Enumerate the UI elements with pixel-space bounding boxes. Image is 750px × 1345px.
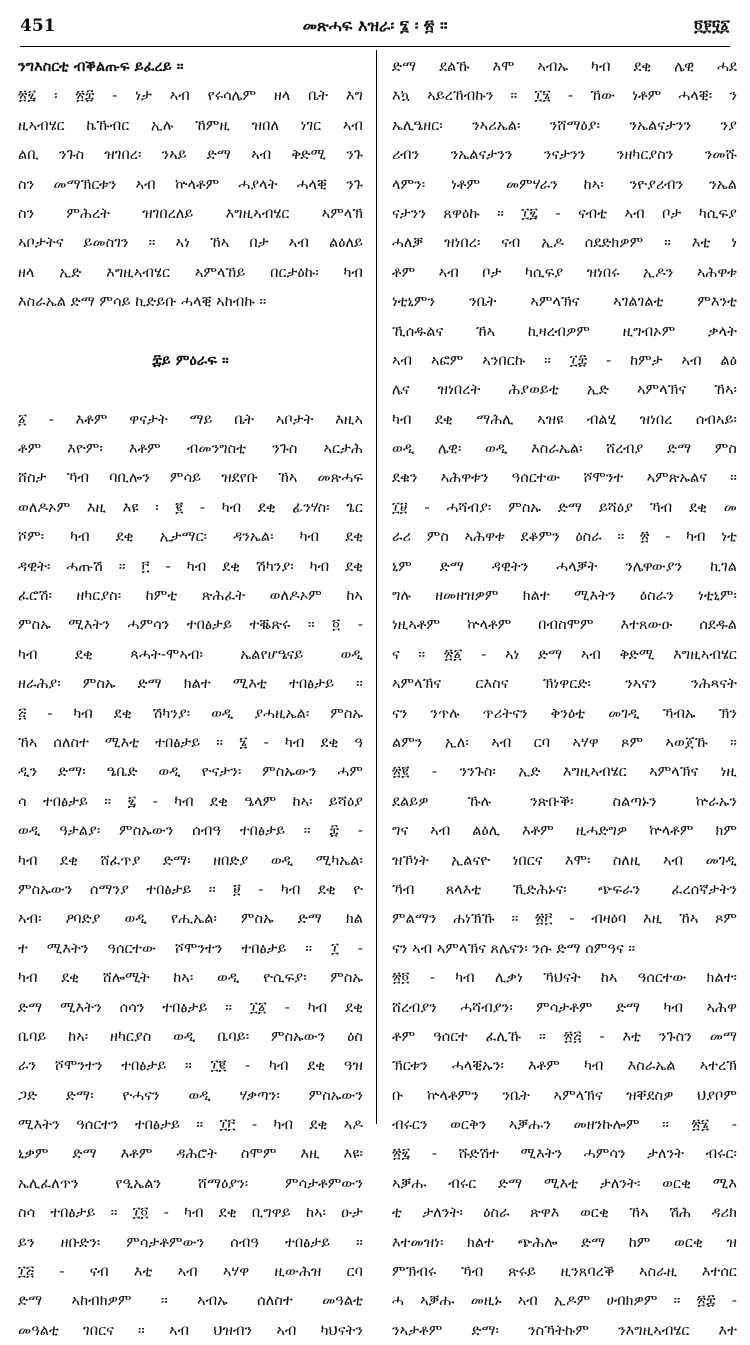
text-line: ፳፯ ፡ ፳፰ - ነታ ኣብ የሩሳሌም ዘላ ቤት እግ <box>18 87 363 105</box>
text-line: ዘላ ኢድ እግዚኣብሄር ኣምላኸይ በርታዕኩ፡ ካብ <box>18 263 363 281</box>
text-line: ፭ - ካብ ደቂ ሽካንያ፡ ወዲ ያሓዚኤል፡ ምስኡ <box>18 704 363 722</box>
text-line: ወዲ ዓታልያ፡ ምስኡውን ሰብዓ ተበፅታይ ። ፰ - <box>18 822 363 840</box>
text-line: ወለዶኦም እዚ እዩ ፡ ፪ - ካብ ደቂ ፊንሃስ፡ ጌር <box>18 498 363 516</box>
text-line: ነቲኒምን ንቤት ኣምላኽና ኣገልገልቲ ምእንቲ <box>392 293 737 311</box>
text-line: ካብ ደቂ ሸሎሚት ከኣ፡ ወዲ ዮሲፍያ፡ ምስኡ <box>18 969 363 987</box>
running-title: መጽሓፍ እዝራ፡ ፮ ፡ ፳ ። <box>302 16 448 35</box>
text-line: ናን ንጥሉ ጥሪትናን ቅንዕቲ መገዲ ኻብኡ ኽን <box>392 704 737 722</box>
text-line: ቶም እዮም፡ እቶም ብመንግስቲ ንጉስ ኣርታሕ <box>18 440 363 458</box>
text-line: ሓ ኣቓሑ መዚኑ ኣብ ኢዶም ሀብክዎም ። ፳፰ - <box>392 1292 737 1310</box>
text-line: ላምን፡ ነቶም መምሃራን ከኣ፡ ንዮያሪብን ንኤል <box>392 175 737 193</box>
text-line: ጋድ ድማ፡ ዮሓናን ወዲ ሃቃጣን፡ ምስኡውን <box>18 1086 363 1104</box>
text-line: ልምን ኢለ፡ ኣብ ርባ ኣሃዋ ጾም ኣወጀኹ ። <box>392 733 737 751</box>
text-line: ኺሰዱልና ኸኣ ኪዛረብዎም ዚግብኦም ቃላት <box>392 322 737 340</box>
text-line: ኣምላኽና ርእስና ኽነዋርድ፡ ንኣናን ንሕጻናት <box>392 675 737 693</box>
text-line: ሪብን ንኤልናታንን ንናታንን ንዘካርያስን ንመሹ <box>392 146 737 164</box>
text-line: ፲፭ - ናብ እቲ ኣብ ኣሃዋ ዚውሕዝ ርባ <box>18 1263 363 1281</box>
text-line: ኣቦታትና ይመስገን ። ኣነ ኸኣ በታ ኣብ ልዕለይ <box>18 234 363 252</box>
text-line: ኣብ ኣፎም ኣንበርኩ ። ፲፰ - ከምታ ኣብ ልዕ <box>392 351 737 369</box>
text-line: ድማ ኣከብክዎም ። ኣብኡ ሰለስተ መዓልቲ <box>18 1292 363 1310</box>
section-heading: ንግእስርቲ ብቕልጡፍ ይፈረይ ። <box>18 58 184 75</box>
text-line: ሸስታ ኻብ ባቢሎን ምሳይ ዝደየቡ ኸኣ መጽሓፍ <box>18 469 363 487</box>
text-line: ዘራሕያ፡ ምስኡ ድማ ክልተ ሚእቲ ተበፅታይ ። <box>18 675 363 693</box>
text-line: ወዲ ሌዊ፡ ወዲ እስራኤል፡ ሸረብያ ድማ ምስ <box>392 440 737 458</box>
text-line: ምስኡውን ሰማንያ ተበፅታይ ። ፱ - ካብ ደቂ ዮ <box>18 880 363 898</box>
running-head-right: ፬፻፶፩ <box>694 16 730 35</box>
text-line: ና ። ፳፩ - ኣነ ድማ ኣብ ቅድሚ እግዚኣብሄር <box>392 645 737 663</box>
left-column <box>18 52 363 1345</box>
text-line: ዲን ድማ፡ ዔቤድ ወዲ ዮናታን፡ ምስኡውን ሓም <box>18 763 363 781</box>
text-line: ካብ ደቂ ማሕሊ ኣዝዩ ብልሂ ዝነበረ ሰብኣይ፡ <box>392 410 737 428</box>
text-line: ፲፱ - ሓሻብያ፡ ምስኡ ድማ ይሻዕያ ኻብ ደቂ መ <box>392 498 737 516</box>
text-line: ናታንን ጸዋዕኩ ። ፲፯ - ናብቲ ኣብ ቦታ ካሲፍያ <box>392 204 737 222</box>
text-line: ግና ኣብ ልዕሊ እቶም ዚሓድግዎ ኵላቶም ክም <box>392 822 737 840</box>
text-line: ሚእትን ዓሰርተን ተበፅታይ ። ፲፫ - ካብ ደቂ ኣዶ <box>18 1116 363 1134</box>
paragraph-spacer <box>18 375 363 404</box>
text-line: ፳፪ - ንንጉስ፡ ኢድ እግዚኣብሄር ኣምላኽና ነዚ <box>392 763 737 781</box>
text-line: ካብ ደቂ ሸፈጥያ ድማ፡ ዘበድያ ወዲ ሚካኤል፡ <box>18 851 363 869</box>
text-line: ዚኣብሄር ኬኹብር ኢሉ ኸምዚ ዝበለ ነገር ኣብ <box>18 116 363 134</box>
text-line: መዓልቲ ገበርና ። ኣብ ህዝብን ኣብ ካህናትን <box>18 1321 363 1339</box>
text-line: ምስኡ ሚእትን ሓምሳን ተበፅታይ ተቘጽሩ ። ፬ - <box>18 616 363 634</box>
text-line: ኻብ ጸላእቲ ኺድሕኑና፡ ጭፍራን ፈረሰኛታትን <box>392 880 737 898</box>
text-line: ዳዊት፡ ሓጡሽ ። ፫ - ካብ ደቂ ሽካንያ፡ ካብ ደቂ <box>18 557 363 575</box>
text-line: ሓለቓ ዝነበረ፡ ናብ ኢዶ ሰደድክዎም ። እቲ ነ <box>392 234 737 252</box>
text-line: ምልማን ሐነኽኹ ። ፳፫ - ብዛዕባ እዚ ኸኣ ጾም <box>392 910 737 928</box>
text-line: ግሉ ዘመዘዝዎም ክልተ ሚእትን ዕስራን ነቲኒም፡ <box>392 587 737 605</box>
text-line: ስን መማኽርቱን ኣብ ኵላቶም ሓያላት ሓላቒ ንጉ <box>18 175 363 193</box>
text-line: ዝኾነት ኢልናዮ ነበርና እሞ፡ ስለዚ ኣብ መገዲ <box>392 851 737 869</box>
text-line: ቲ ታለንት፡ ዕስራ ጽዋእ ወርቂ ኸኣ ሽሕ ዳሪክ <box>392 1204 737 1222</box>
text-line: ፳፯ - ሹድሽተ ሚእትን ሓምሳን ታለንት ብሩር፡ <box>392 1145 737 1163</box>
text-line: ፳፬ - ካብ ሊቃነ ኻህናት ከኣ ዓሰርተው ክልተ፡ <box>392 969 737 987</box>
text-line: ኤሊፈለጥን የዒኤልን ሸማዕያን፡ ምሳታቶምውን <box>18 1174 363 1192</box>
text-line: ራሪ ምስ ኣሕዋቱ ደቆምን ዕስራ ። ፳ - ካብ ነቲ <box>392 528 737 546</box>
text-line: ቤባይ ከኣ፡ ዘካርያስ ወዲ ቤባይ፡ ምስኡውን ዕስ <box>18 1027 363 1045</box>
text-line: ካብ ደቂ ጳሓት-ሞኣብ፡ ኤልየሆዔናይ ወዲ <box>18 645 363 663</box>
text-line: ሳ ተበፅታይ ። ፯ - ካብ ደቂ ዔላም ከኣ፡ ይሻዕያ <box>18 792 363 810</box>
text-line: እኳ ኣይረኸብኩን ። ፲፮ - ኸው ነቶም ሓላቒ፡ ን <box>392 87 737 105</box>
text-line: ንኣታቶም ድማ፡ ንስኻትኩም ንእግዚኣብሄር እተ <box>392 1321 737 1339</box>
page-header <box>20 14 730 44</box>
text-line: ተ ሚእትን ዓሰርተው ሾሞንተን ተበፅታይ ። ፲ - <box>18 939 363 957</box>
paragraph-spacer <box>18 317 363 346</box>
right-column <box>392 52 737 1345</box>
text-line: ናን ኣብ ኣምላኽና ጸሌናን፡ ንሱ ድማ ሰምዓና ። <box>392 939 636 957</box>
text-line: ድማ ሚእትን ሰሳን ተበፅታይ ። ፲፩ - ካብ ደቂ <box>18 998 363 1016</box>
text-line: ደልይዎ ኹሉ ንጽቡቕ፡ ስልጣኑን ኵራኡን <box>392 792 737 810</box>
text-line: ፩ - እቶም ዋናታት ማይ ቤት ኣቦታት እዚኣ <box>18 410 363 428</box>
column-divider <box>376 50 377 1124</box>
text-line: ይን ዘቡድን፡ ምሳታቶምውን ሰብዓ ተበፅታይ ። <box>18 1233 363 1251</box>
text-line: ሸረብያን ሓሻብያን፡ ምሳታቶም ድማ ካብ ኣሕዋ <box>392 998 737 1016</box>
text-line: ነዚኣቶም ኵላቶም በብስሞም እተጸውዑ ሰደዱል <box>392 616 737 634</box>
text-line: ኽርቱን ሓላቒኡን፡ እቶም ካብ እስራኤል ኣተረኽ <box>392 1057 737 1075</box>
page-number: 451 <box>20 16 56 36</box>
text-line: ሾም፡ ካብ ደቂ ኢታማር፡ ዳንኤል፡ ካብ ደቂ <box>18 528 363 546</box>
text-line: እተመዝነ፡ ክልተ ጭሕሎ ድማ ከም ወርቂ ዝ <box>392 1233 737 1251</box>
header-rule <box>20 46 730 47</box>
text-line: ቶም ኣብ ቦታ ካሲፍያ ዝነበሩ ኢዶን ኣሕዋቱ <box>392 263 737 281</box>
text-line: ልቢ ንጉስ ዝገበረ፡ ንኣይ ድማ ኣብ ቅድሚ ንጉ <box>18 146 363 164</box>
text-line: ፈሮሽ፡ ዘካርያስ፡ ከምቲ ጽሕፈት ወለዶኦም ከኣ <box>18 587 363 605</box>
text-line: ደቁን ኣሕዋቱን ዓሰርተው ሾሞንተ ኣምጽኡልና ። <box>392 469 737 487</box>
text-line: ኤሊዔዘር፡ ንኣሪኤል፡ ንሸማዕያ፡ ንኤልናታንን ንያ <box>392 116 737 134</box>
text-line: ኸኣ ሰለስተ ሚእቲ ተበፅታይ ። ፮ - ካብ ደቂ ዓ <box>18 733 363 751</box>
text-line: ድማ ደልኹ እሞ ኣብኡ ካብ ደቂ ሌዊ ሓደ <box>392 58 737 75</box>
text-line: እስራኤል ድማ ምሳይ ኪድይቡ ሓላቒ ኣከብኩ ። <box>18 293 267 311</box>
text-line: ብሩርን ወርቅን ኣቓሑን መዘንኩሎም ። ፳፮ - <box>392 1116 737 1134</box>
chapter-heading: ፰ይ ምዕራፍ ። <box>152 351 229 369</box>
text-line: ምኽብሩ ኻብ ጽሩይ ዚንጸባረቕ ኣስራዚ እተሰር <box>392 1263 737 1281</box>
text-line: ኒም ድማ ዳዊትን ሓላቓት ንሌዋውያን ኪገል <box>392 557 737 575</box>
text-line: ሌና ዝነበረት ሕያወይቲ ኢድ ኣምላኽና ኸኣ፡ <box>392 381 737 399</box>
text-line: ራን ሾሞንተን ተበፅታይ ። ፲፪ - ካብ ደቂ ዓዝ <box>18 1057 363 1075</box>
text-line: ቶም ዓሰርተ ፈሊኹ ። ፳፭ - እቲ ንጉስን መማ <box>392 1027 737 1045</box>
text-line: ኒቃም ድማ እቶም ዳሕሮት ስሞም እዚ እዩ፡ <box>18 1145 363 1163</box>
text-line: ኣብ፡ ዖባድያ ወዲ የሒኤል፡ ምስኡ ድማ ክል <box>18 910 363 928</box>
text-line: ቡ ኵላቶምን ንቤት ኣምላኽና ዝቐደስዎ ህያቦም <box>392 1086 737 1104</box>
text-line: ስን ምሕረት ዝገበረለይ እግዚኣብሄር ኣምላኽ <box>18 204 363 222</box>
text-line: ኣቓሑ ብሩር ድማ ሚእቲ ታለንት፡ ወርቂ ሚእ <box>392 1174 737 1192</box>
text-line: ስሳ ተበፅታይ ። ፲፬ - ካብ ደቂ ቢግዋይ ከኣ፡ ዑታ <box>18 1204 363 1222</box>
